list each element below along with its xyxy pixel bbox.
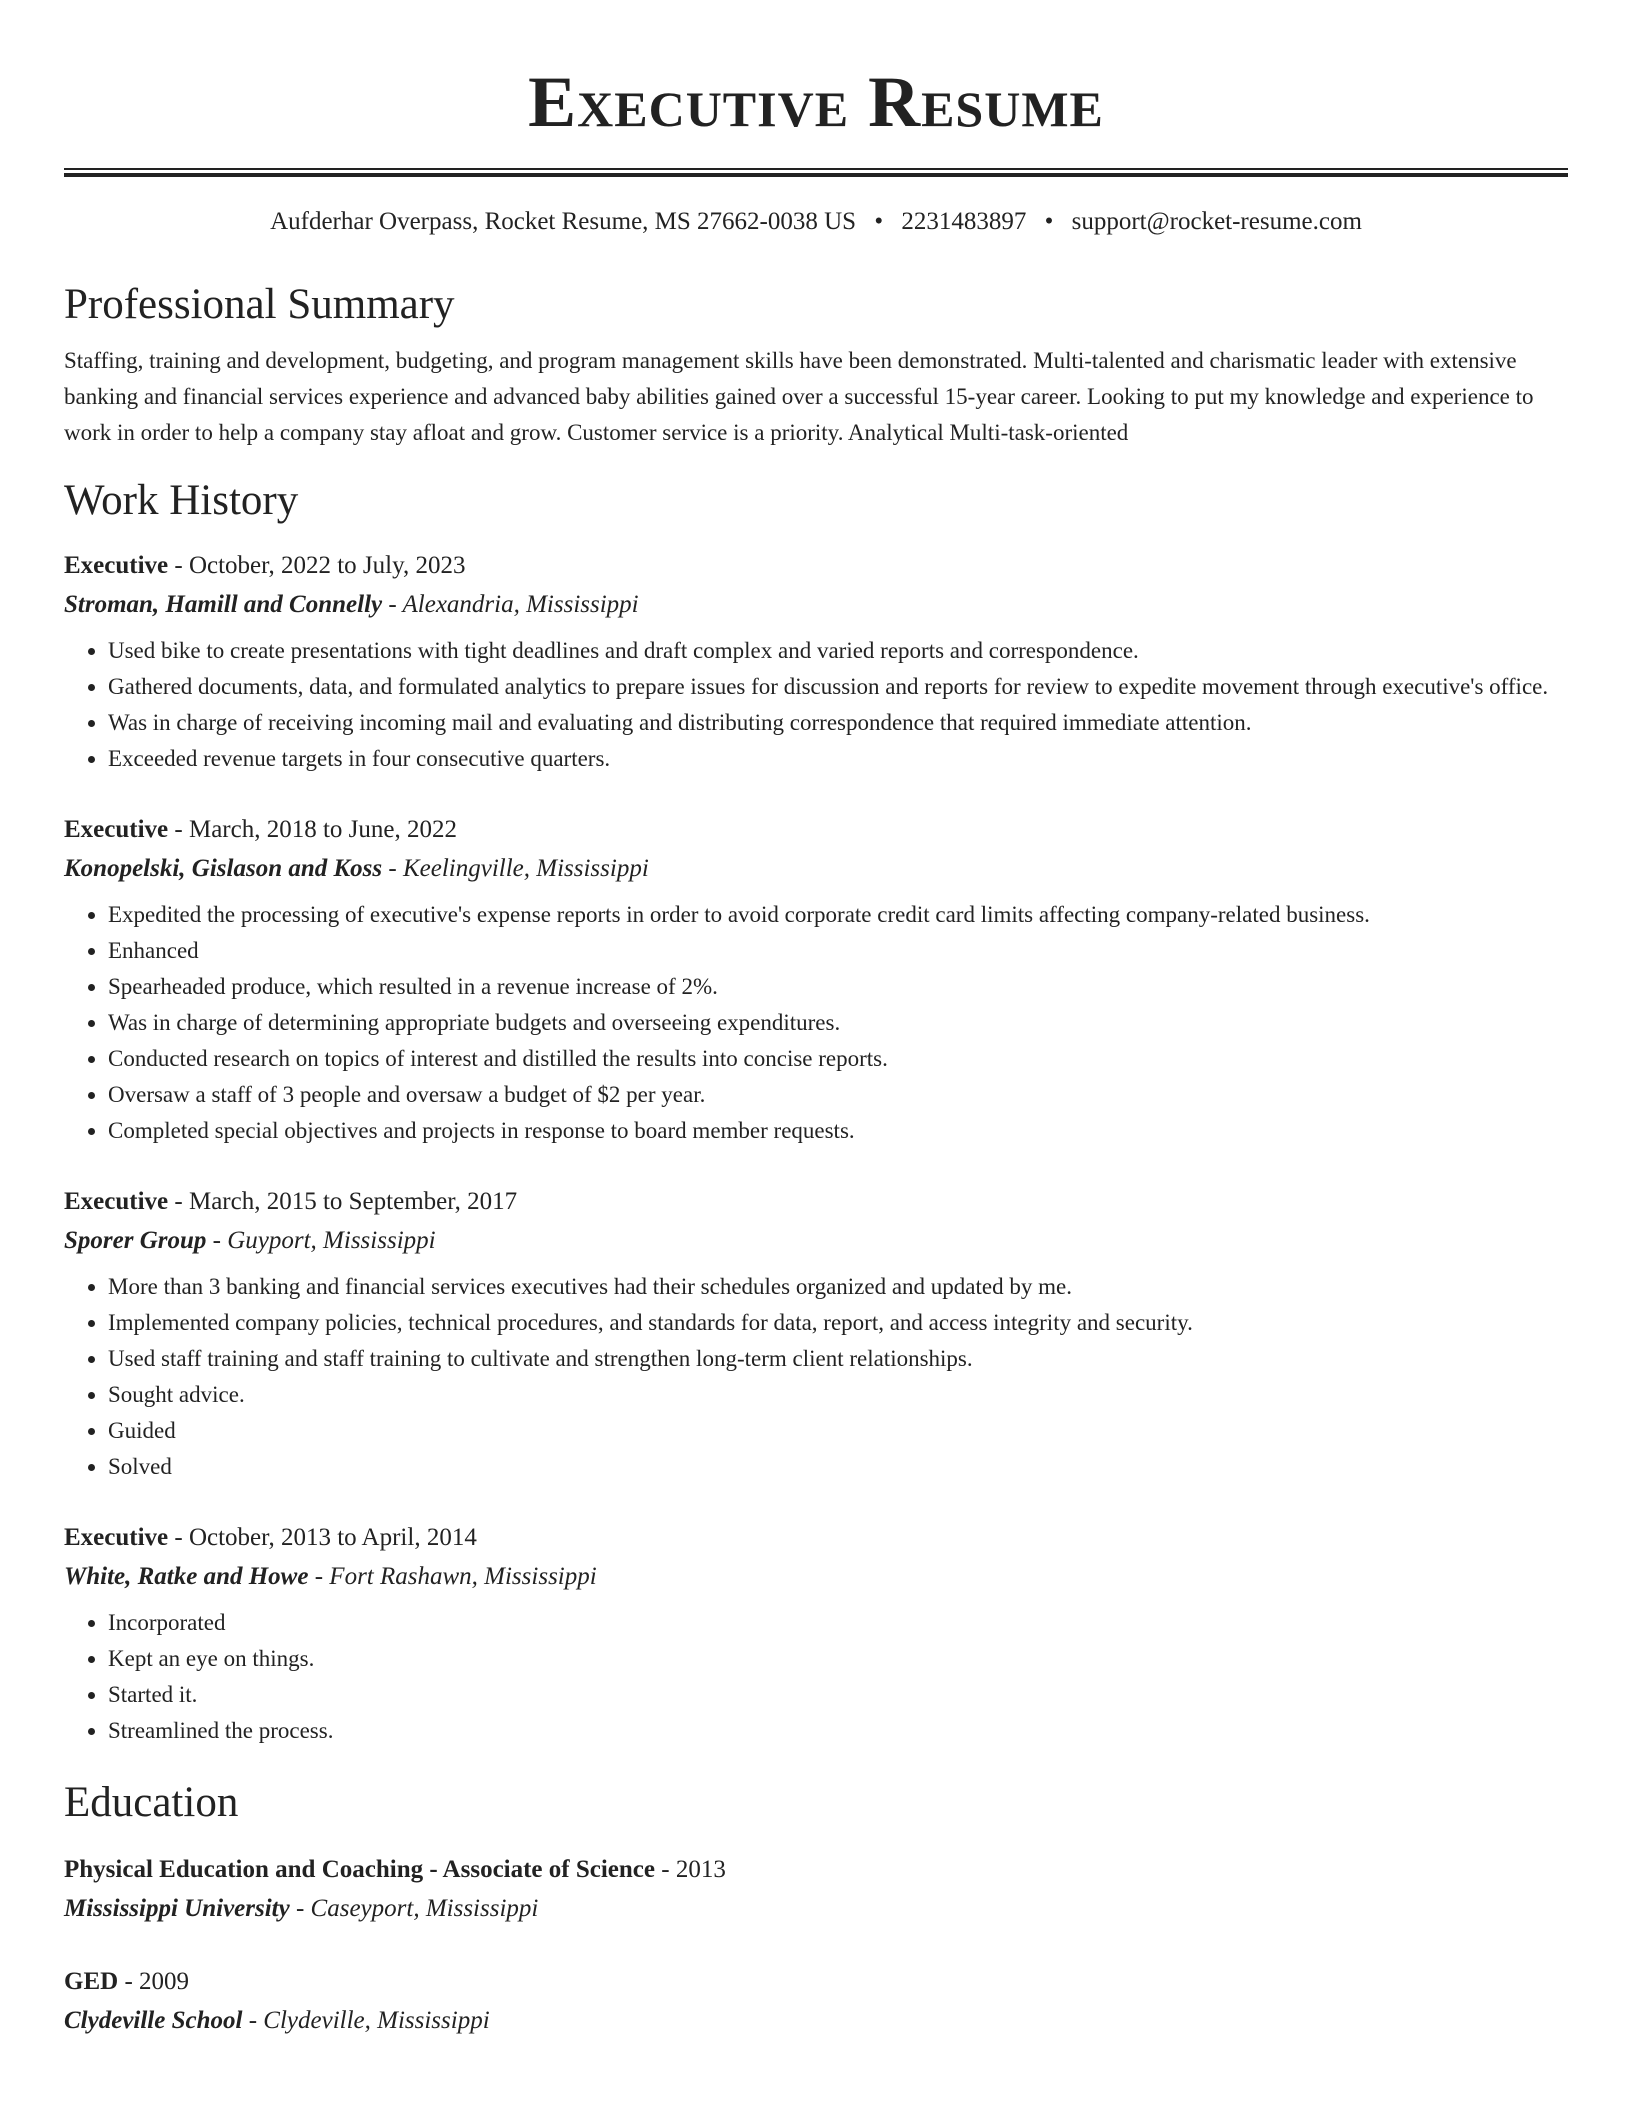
job-bullet: • Completed special objectives and projects in response to board member requests.	[108, 1113, 1568, 1149]
job-title: Executive	[64, 1188, 169, 1215]
job-entry	[64, 811, 1568, 1149]
education-entry	[64, 1851, 1568, 1929]
work-history-list	[64, 547, 1568, 1749]
education-school: Clydeville School	[64, 2007, 243, 2034]
job-bullet: • Used bike to create presentations with tight deadlines and draft complex and varied reports and correspondence.	[108, 633, 1568, 669]
education-location: - Clydeville, Mississippi	[242, 2007, 490, 2034]
job-title: Executive	[64, 1524, 169, 1551]
education-degree: Physical Education and Coaching - Associate of Science	[64, 1856, 655, 1883]
job-company-line	[64, 849, 1568, 889]
job-title-line	[64, 811, 1568, 849]
education-list	[64, 1851, 1568, 2041]
job-company: Sporer Group	[64, 1227, 207, 1254]
job-dates: - March, 2018 to June, 2022	[168, 816, 457, 843]
job-bullet: • Exceeded revenue targets in four consecutive quarters.	[108, 741, 1568, 777]
job-bullet: • Sought advice.	[108, 1377, 1568, 1413]
job-location: - Alexandria, Mississippi	[382, 591, 639, 618]
education-year: - 2013	[655, 1856, 726, 1883]
job-company: White, Ratke and Howe	[64, 1563, 309, 1590]
education-school: Mississippi University	[64, 1895, 290, 1922]
job-bullet: • Oversaw a staff of 3 people and oversaw a budget of $2 per year.	[108, 1077, 1568, 1113]
job-bullet: • Gathered documents, data, and formulated analytics to prepare issues for discussion and reports for review to expedite movement through executive's office.	[108, 669, 1568, 705]
education-entry	[64, 1963, 1568, 2041]
title-divider	[64, 168, 1568, 177]
job-bullet: • Solved	[108, 1449, 1568, 1485]
job-bullet: • Was in charge of determining appropriate budgets and overseeing expenditures.	[108, 1005, 1568, 1041]
job-title-line	[64, 1519, 1568, 1557]
work-history-heading: Work History	[64, 477, 299, 524]
job-bullet: • Kept an eye on things.	[108, 1641, 1568, 1677]
job-dates: - March, 2015 to September, 2017	[168, 1188, 518, 1215]
job-bullet-list	[64, 633, 1568, 777]
education-degree-line	[64, 1851, 1568, 1889]
contact-line	[64, 205, 1568, 239]
job-title: Executive	[64, 816, 169, 843]
education-heading: Education	[64, 1779, 239, 1826]
education-degree: GED	[64, 1968, 119, 1995]
job-dates: - October, 2013 to April, 2014	[168, 1524, 477, 1551]
education-school-line	[64, 1889, 1568, 1929]
job-company-line	[64, 1221, 1568, 1261]
job-bullet: • Started it.	[108, 1677, 1568, 1713]
job-dates: - October, 2022 to July, 2023	[168, 552, 466, 579]
job-entry	[64, 1519, 1568, 1749]
summary-text: Staffing, training and development, budgeting, and program management skills have been demonstrated. Multi-talented and charismatic leader with extensive banking and financial services experience and advanced baby abilities gained over a successful 15-year career. Looking to put my knowledge and experience to work in order to help a company stay afloat and grow. Customer service is a priority. Analytical Multi-task-oriented	[64, 348, 1534, 445]
job-company-line	[64, 1557, 1568, 1597]
contact-email: support@rocket-resume.com	[1071, 208, 1362, 235]
job-bullet: • Enhanced	[108, 933, 1568, 969]
job-location: - Guyport, Mississippi	[206, 1227, 436, 1254]
job-company-line	[64, 585, 1568, 625]
contact-separator: •	[874, 208, 884, 235]
contact-phone: 2231483897	[901, 208, 1027, 235]
contact-address: Aufderhar Overpass, Rocket Resume, MS 27662-0038 US	[270, 208, 857, 235]
job-title: Executive	[64, 552, 169, 579]
resume-title: Executive Resume	[528, 62, 1104, 142]
job-bullet: • Expedited the processing of executive's expense reports in order to avoid corporate credit card limits affecting company-related business.	[108, 897, 1568, 933]
education-year: - 2009	[118, 1968, 190, 1995]
job-title-line	[64, 1183, 1568, 1221]
job-title-line	[64, 547, 1568, 585]
job-location: - Fort Rashawn, Mississippi	[308, 1563, 597, 1590]
job-bullet: • Implemented company policies, technical procedures, and standards for data, report, and access integrity and security.	[108, 1305, 1568, 1341]
job-company: Konopelski, Gislason and Koss	[64, 855, 383, 882]
job-company: Stroman, Hamill and Connelly	[64, 591, 383, 618]
job-bullet-list	[64, 1605, 1568, 1749]
education-school-line	[64, 2001, 1568, 2041]
job-bullet-list	[64, 1269, 1568, 1485]
job-bullet-list	[64, 897, 1568, 1149]
job-bullet: • Guided	[108, 1413, 1568, 1449]
resume-page	[64, 0, 1568, 2041]
summary-heading: Professional Summary	[64, 281, 455, 328]
job-bullet: • Conducted research on topics of interest and distilled the results into concise reports.	[108, 1041, 1568, 1077]
job-bullet: • Used staff training and staff training to cultivate and strengthen long-term client relationships.	[108, 1341, 1568, 1377]
job-bullet: • More than 3 banking and financial services executives had their schedules organized and updated by me.	[108, 1269, 1568, 1305]
contact-separator: •	[1044, 208, 1054, 235]
job-entry	[64, 1183, 1568, 1485]
education-location: - Caseyport, Mississippi	[289, 1895, 539, 1922]
job-location: - Keelingville, Mississippi	[382, 855, 649, 882]
job-bullet: • Spearheaded produce, which resulted in a revenue increase of 2%.	[108, 969, 1568, 1005]
job-bullet: • Streamlined the process.	[108, 1713, 1568, 1749]
job-entry	[64, 547, 1568, 777]
job-bullet: • Incorporated	[108, 1605, 1568, 1641]
education-degree-line	[64, 1963, 1568, 2001]
job-bullet: • Was in charge of receiving incoming mail and evaluating and distributing correspondence that required immediate attention.	[108, 705, 1568, 741]
